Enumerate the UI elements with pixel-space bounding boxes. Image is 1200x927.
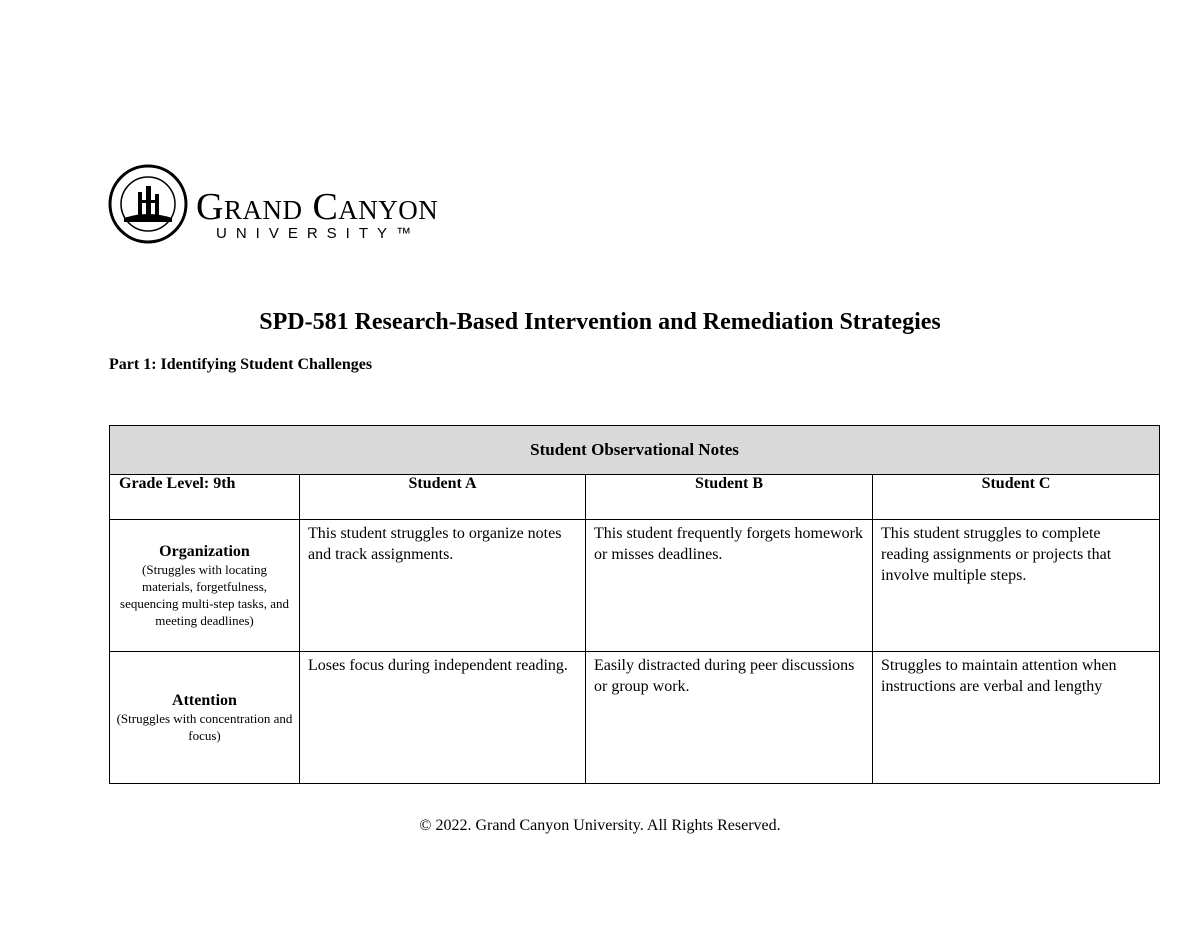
part-heading: Part 1: Identifying Student Challenges xyxy=(109,356,373,373)
column-header-row xyxy=(110,475,1160,520)
row-label: Attention xyxy=(172,691,237,709)
row-label: Organization xyxy=(159,542,250,560)
row-header-attention xyxy=(110,652,300,784)
document-title: SPD-581 Research-Based Intervention and Remediation Strategies xyxy=(259,309,941,335)
column-header-student-a: Student A xyxy=(300,475,586,520)
logo-wordmark: Grand Canyon xyxy=(196,186,439,228)
row-description: (Struggles with locating materials, forgetfulness, sequencing multi-step tasks, and meeting deadlines) xyxy=(120,561,289,628)
copyright-footer: © 2022. Grand Canyon University. All Rights Reserved. xyxy=(419,817,781,834)
column-header-grade-level: Grade Level: 9th xyxy=(110,475,300,520)
note-cell: This student struggles to organize notes and track assignments. xyxy=(300,520,586,652)
note-cell: This student frequently forgets homework or misses deadlines. xyxy=(586,520,873,652)
table-row xyxy=(110,652,1160,784)
column-header-student-c: Student C xyxy=(873,475,1160,520)
note-cell: Loses focus during independent reading. xyxy=(300,652,586,784)
note-cell: This student struggles to complete reading assignments or projects that involve multiple steps. xyxy=(873,520,1160,652)
note-cell: Easily distracted during peer discussions or group work. xyxy=(586,652,873,784)
observational-notes-table xyxy=(109,425,1160,784)
university-seal-icon xyxy=(108,162,192,246)
note-cell: Struggles to maintain attention when instructions are verbal and lengthy xyxy=(873,652,1160,784)
table-header: Student Observational Notes xyxy=(110,426,1160,475)
logo-subtitle: UNIVERSITY™ xyxy=(216,225,421,242)
table-row xyxy=(110,520,1160,652)
row-description: (Struggles with concentration and focus) xyxy=(116,710,293,743)
column-header-student-b: Student B xyxy=(586,475,873,520)
row-header-organization xyxy=(110,520,300,652)
university-logo xyxy=(108,162,488,246)
